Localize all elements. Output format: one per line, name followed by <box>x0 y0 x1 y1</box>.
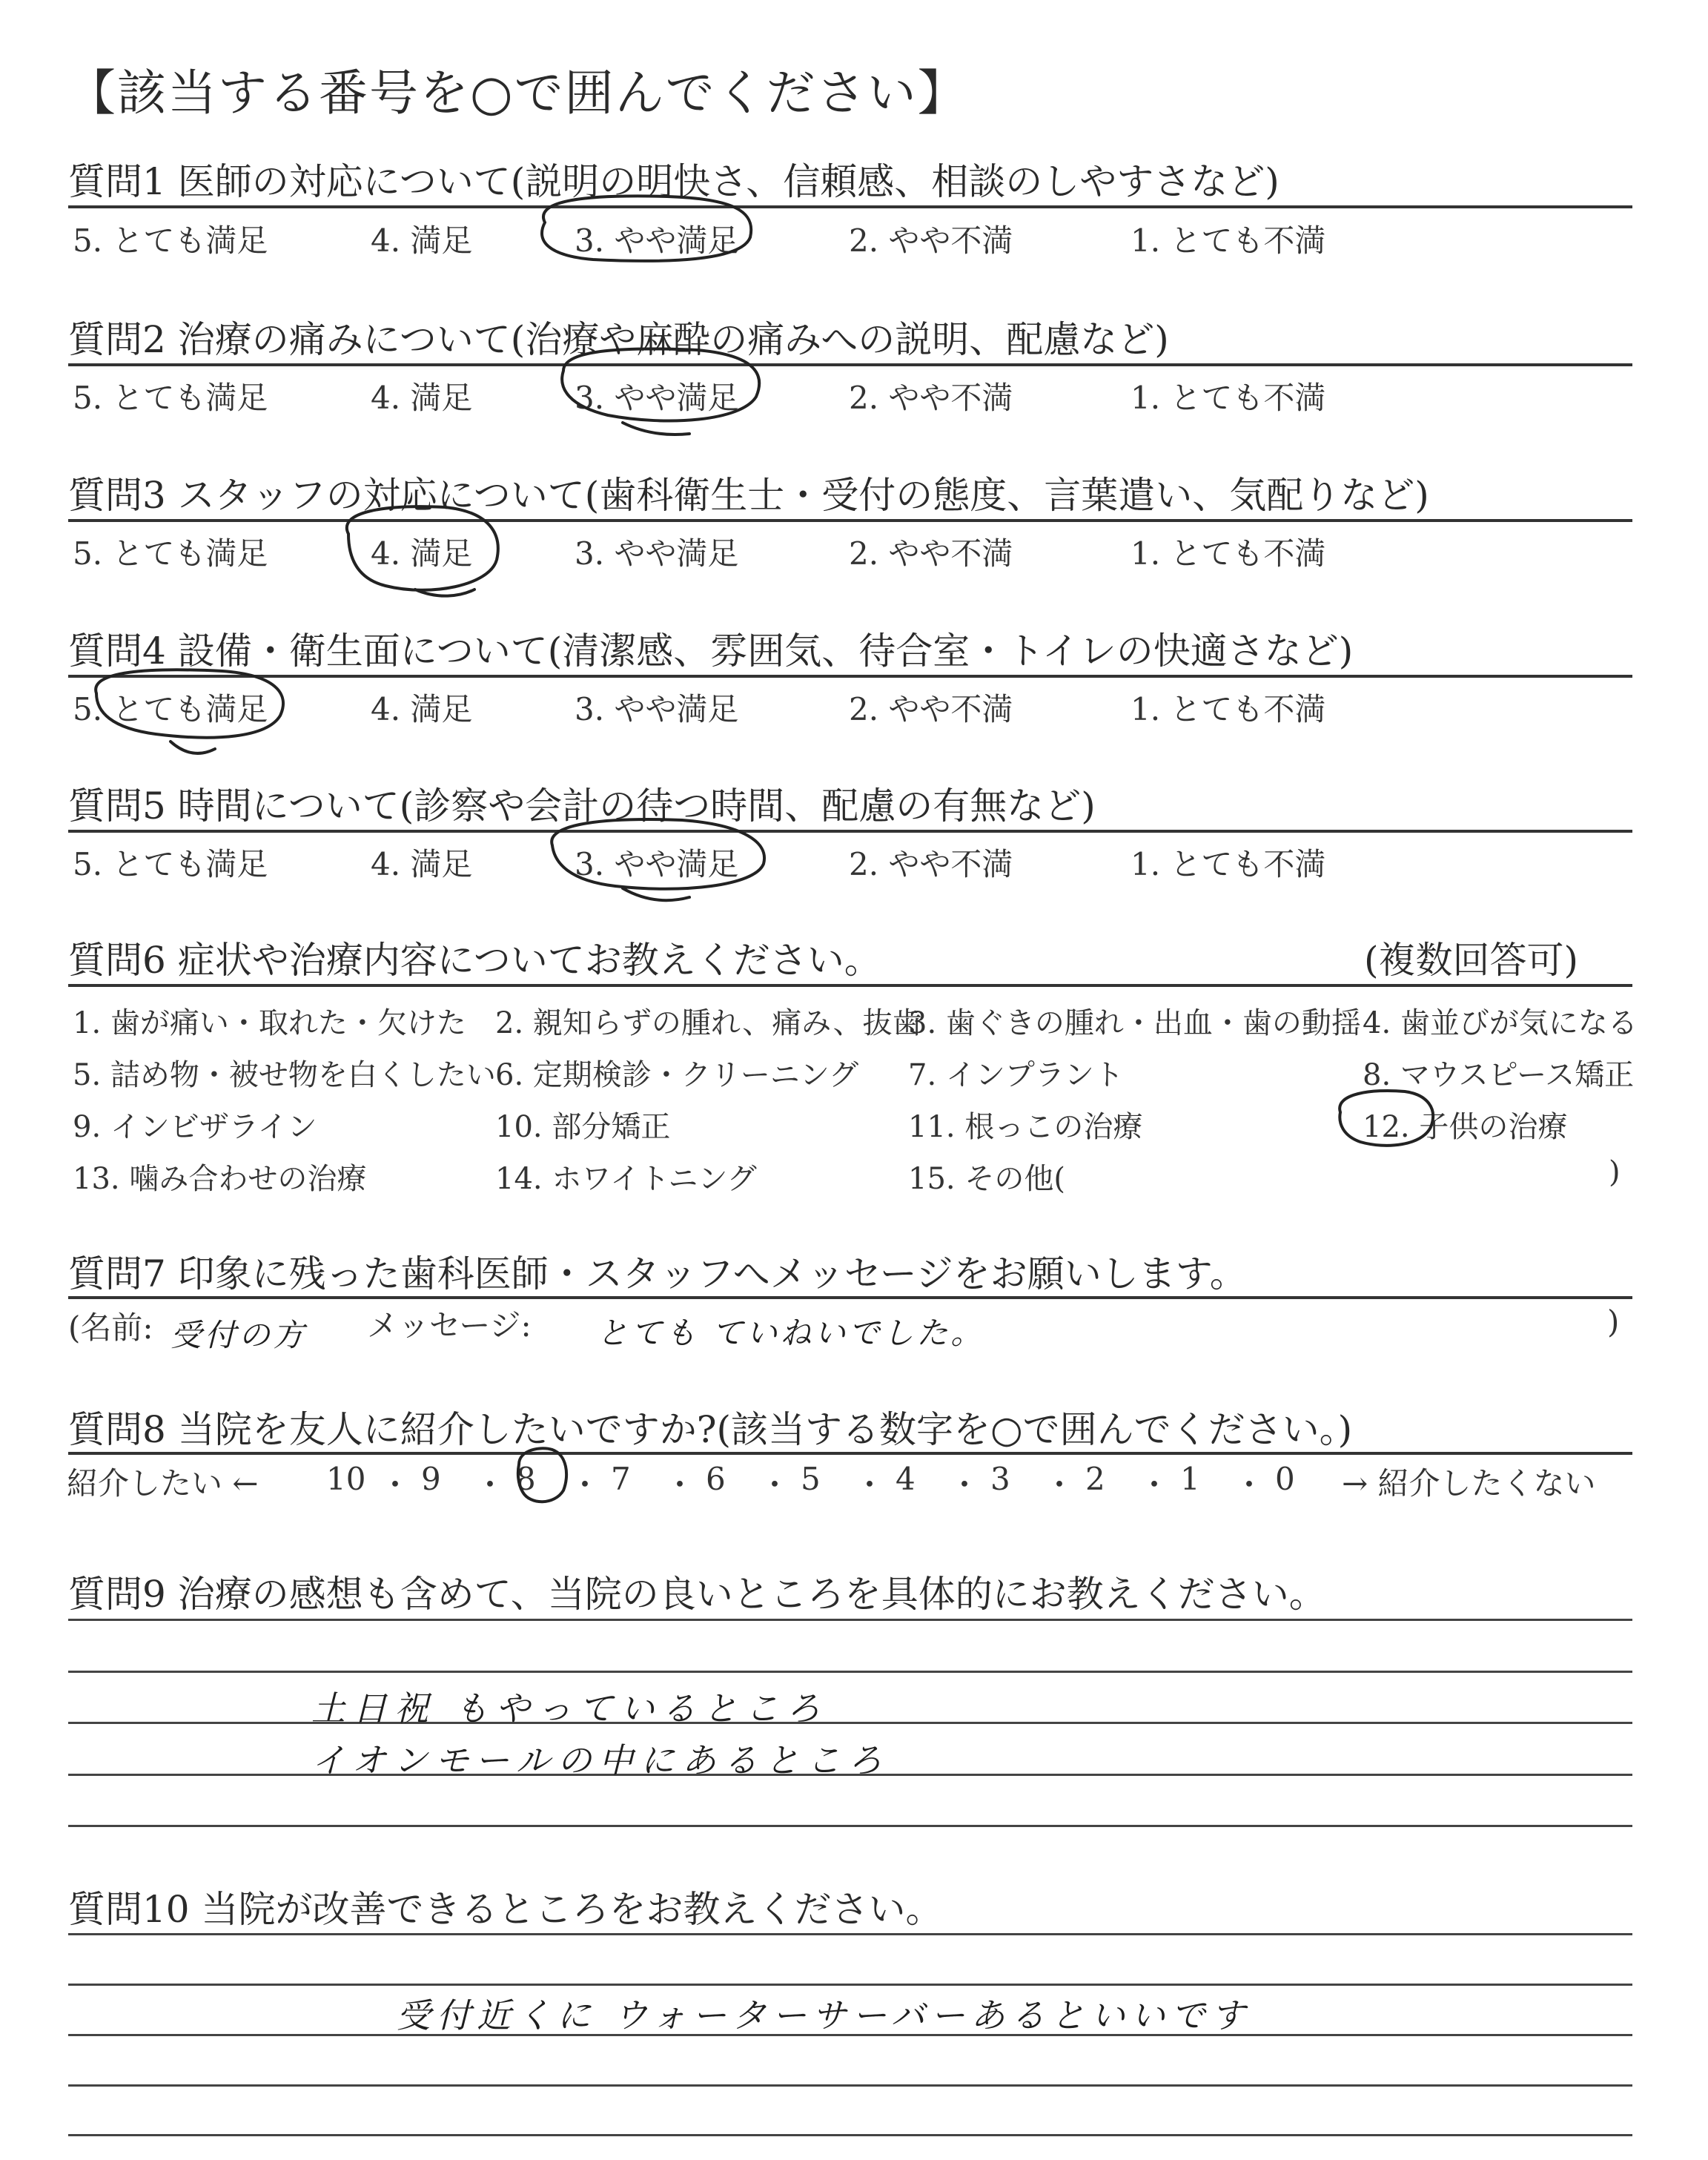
divider <box>68 1452 1632 1455</box>
q3-option-4[interactable]: 4. 満足 <box>371 535 473 572</box>
answer-line <box>68 2084 1632 2087</box>
q6-other-close: ) <box>1609 1155 1621 1189</box>
q1-option-2[interactable]: 2. やや不満 <box>849 222 1013 259</box>
q8-scale-10[interactable]: 10 <box>326 1461 366 1497</box>
q8-scale-9[interactable]: 9 <box>421 1461 441 1497</box>
q8-scale-3[interactable]: 3 <box>990 1461 1010 1497</box>
answer-line <box>68 2134 1632 2136</box>
q8-scale-4[interactable]: 4 <box>896 1461 916 1497</box>
q8-scale-5[interactable]: 5 <box>801 1461 821 1497</box>
divider <box>68 1296 1632 1299</box>
q1-option-3[interactable]: 3. やや満足 <box>575 222 739 259</box>
q4-option-4[interactable]: 4. 満足 <box>371 691 473 727</box>
divider <box>68 363 1632 366</box>
question-4-title: 質問4 設備・衛生面について(清潔感、雰囲気、待合室・トイレの快適さなど) <box>68 630 1354 673</box>
q9-answer-line-1[interactable]: 土日祝 もやっているところ <box>311 1688 828 1728</box>
q6-option[interactable]: 7. インプラント <box>908 1058 1124 1092</box>
q1-option-5[interactable]: 5. とても満足 <box>73 222 268 259</box>
q8-scale-separator: ・ <box>854 1467 886 1503</box>
divider <box>68 984 1632 987</box>
q7-message-label: メッセージ: <box>367 1307 532 1344</box>
q7-name-answer[interactable]: 受付の方 <box>171 1317 308 1353</box>
q5-option-2[interactable]: 2. やや不満 <box>849 846 1013 882</box>
q10-answer-line-1[interactable]: 受付近くに ウォーターサーバーあるといいです <box>397 1995 1251 2035</box>
q3-option-3[interactable]: 3. やや満足 <box>575 535 739 572</box>
q8-scale-separator: ・ <box>949 1467 981 1503</box>
q4-option-3[interactable]: 3. やや満足 <box>575 691 739 727</box>
q6-option[interactable]: 8. マウスピース矯正 <box>1363 1058 1635 1092</box>
question-1-title: 質問1 医師の対応について(説明の明快さ、信頼感、相談のしやすさなど) <box>68 160 1280 203</box>
q7-close-paren: ) <box>1607 1304 1620 1340</box>
q6-option[interactable]: 10. 部分矯正 <box>495 1110 671 1144</box>
question-6-title: 質問6 症状や治療内容についてお教えください。 <box>68 939 881 982</box>
q8-scale-separator: ・ <box>380 1467 411 1503</box>
question-2-title: 質問2 治療の痛みについて(治療や麻酔の痛みへの説明、配慮など) <box>68 318 1169 361</box>
q5-option-4[interactable]: 4. 満足 <box>371 846 473 882</box>
q6-option[interactable]: 2. 親知らずの腫れ、痛み、抜歯 <box>495 1006 922 1040</box>
q6-option[interactable]: 1. 歯が痛い・取れた・欠けた <box>73 1006 466 1040</box>
q6-option-other[interactable]: 15. その他( <box>908 1162 1065 1196</box>
question-5-title: 質問5 時間について(診察や会計の待つ時間、配慮の有無など) <box>68 785 1096 828</box>
q1-option-1[interactable]: 1. とても不満 <box>1131 222 1326 259</box>
q5-option-5[interactable]: 5. とても満足 <box>73 846 268 882</box>
form-heading: 【該当する番号を○で囲んでください】 <box>67 65 968 122</box>
q3-option-5[interactable]: 5. とても満足 <box>73 535 268 572</box>
question-8-title: 質問8 当院を友人に紹介したいですか?(該当する数字を○で囲んでください。) <box>68 1408 1353 1451</box>
q4-option-2[interactable]: 2. やや不満 <box>849 691 1013 727</box>
q2-option-5[interactable]: 5. とても満足 <box>73 380 268 416</box>
answer-line <box>68 1671 1632 1673</box>
q8-right-label: → 紹介したくない <box>1342 1465 1596 1502</box>
answer-line <box>68 1825 1632 1827</box>
q8-scale-2[interactable]: 2 <box>1085 1461 1105 1497</box>
answer-line <box>68 1722 1632 1724</box>
q8-scale-separator: ・ <box>759 1467 791 1503</box>
divider <box>68 519 1632 522</box>
q6-option-selected[interactable]: 12. 子供の治療 <box>1363 1110 1568 1144</box>
q5-option-3[interactable]: 3. やや満足 <box>575 846 739 882</box>
q2-option-4[interactable]: 4. 満足 <box>371 380 473 416</box>
q4-option-5[interactable]: 5. とても満足 <box>73 691 268 727</box>
q2-option-1[interactable]: 1. とても不満 <box>1131 380 1326 416</box>
q8-scale-6[interactable]: 6 <box>706 1461 726 1497</box>
q8-scale-1[interactable]: 1 <box>1180 1461 1200 1497</box>
question-3-title: 質問3 スタッフの対応について(歯科衛生士・受付の態度、言葉遣い、気配りなど) <box>68 474 1429 517</box>
divider <box>68 830 1632 833</box>
q6-option[interactable]: 3. 歯ぐきの腫れ・出血・歯の動揺 <box>908 1006 1361 1040</box>
divider <box>68 675 1632 678</box>
q3-option-2[interactable]: 2. やや不満 <box>849 535 1013 572</box>
q8-scale-separator: ・ <box>1044 1467 1076 1503</box>
question-10-title: 質問10 当院が改善できるところをお教えください。 <box>68 1888 943 1931</box>
q4-option-1[interactable]: 1. とても不満 <box>1131 691 1326 727</box>
answer-line <box>68 1984 1632 1986</box>
q8-scale-8[interactable]: 8 <box>516 1461 536 1497</box>
q6-option[interactable]: 6. 定期検診・クリーニング <box>495 1058 859 1092</box>
q8-scale-separator: ・ <box>569 1467 601 1503</box>
q6-option[interactable]: 14. ホワイトニング <box>495 1162 757 1196</box>
q5-option-1[interactable]: 1. とても不満 <box>1131 846 1326 882</box>
q1-option-4[interactable]: 4. 満足 <box>371 222 473 259</box>
q2-option-3[interactable]: 3. やや満足 <box>575 380 739 416</box>
question-9-title: 質問9 治療の感想も含めて、当院の良いところを具体的にお教えください。 <box>68 1573 1326 1616</box>
q6-option[interactable]: 5. 詰め物・被せ物を白くしたい <box>73 1058 496 1092</box>
q8-scale-7[interactable]: 7 <box>611 1461 631 1497</box>
q8-left-label: 紹介したい ← <box>67 1465 259 1502</box>
question-6-note: (複数回答可) <box>1364 939 1579 982</box>
question-7-title: 質問7 印象に残った歯科医師・スタッフへメッセージをお願いします。 <box>68 1252 1247 1295</box>
q9-answer-line-2[interactable]: イオンモールの中にあるところ <box>311 1740 890 1780</box>
q6-option[interactable]: 13. 噛み合わせの治療 <box>73 1162 367 1196</box>
q6-option[interactable]: 4. 歯並びが気になる <box>1363 1006 1638 1040</box>
q2-option-2[interactable]: 2. やや不満 <box>849 380 1013 416</box>
q6-option[interactable]: 11. 根っこの治療 <box>908 1110 1143 1144</box>
q8-scale-separator: ・ <box>1139 1467 1171 1503</box>
q7-message-answer[interactable]: とても ていねいでした。 <box>597 1315 985 1351</box>
q6-option[interactable]: 9. インビザライン <box>73 1110 317 1144</box>
divider <box>68 205 1632 208</box>
q8-scale-separator: ・ <box>664 1467 696 1503</box>
q8-scale-separator: ・ <box>1234 1467 1265 1503</box>
q8-scale-separator: ・ <box>474 1467 506 1503</box>
answer-line <box>68 1619 1632 1621</box>
q7-name-label: (名前: <box>68 1309 153 1346</box>
q3-option-1[interactable]: 1. とても不満 <box>1131 535 1326 572</box>
answer-line <box>68 1933 1632 1935</box>
q8-scale-0[interactable]: 0 <box>1275 1461 1295 1497</box>
